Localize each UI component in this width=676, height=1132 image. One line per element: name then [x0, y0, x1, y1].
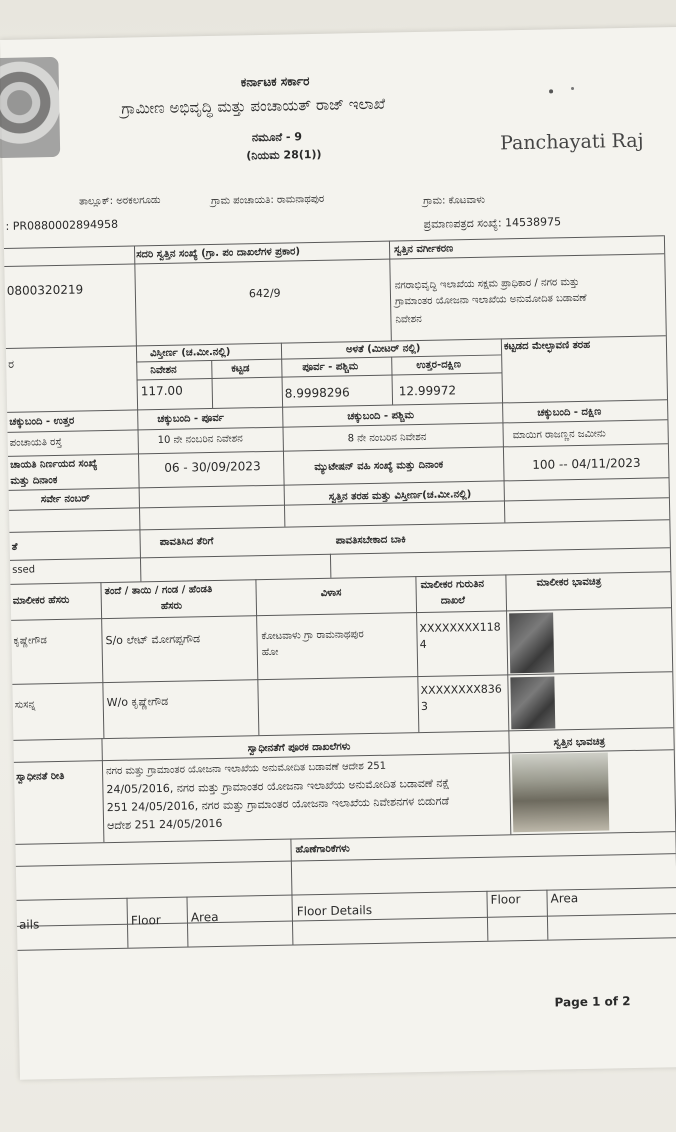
- classification-label: ಸ್ವತ್ತಿನ ವರ್ಗೀಕರಣ: [393, 243, 454, 256]
- possession-docs-header: ಸ್ವಾಧೀನತೆಗೆ ಪೂರಕ ದಾಖಲೆಗಳು: [247, 741, 351, 755]
- floor-label: Floor: [490, 892, 521, 907]
- owner-address: ಹೋ: [261, 646, 279, 659]
- details-label: ails: [18, 917, 40, 932]
- ink-dot: [571, 87, 574, 90]
- grid-line: [501, 338, 504, 422]
- south-boundary-value: ಮಾಯಿಗ ರಾಜಣ್ಣನ ಜಮೀನು: [512, 428, 606, 442]
- encumbrance-header: ಹೊಣೆಗಾರಿಕೆಗಳು: [295, 843, 350, 856]
- ink-dot: [549, 89, 553, 93]
- grid-line: [100, 582, 104, 738]
- assessed-label: ssed: [12, 564, 36, 576]
- grid-line: [8, 443, 668, 457]
- owner-id-header: ದಾಖಲೆ: [440, 595, 466, 607]
- property-photo: [512, 752, 609, 832]
- possession-doc-line: 251 24/05/2016, ನಗರ ಮತ್ತು ಗ್ರಾಮಾಂತರ ಯೋಜನಾ ಇಲಾಖೆಯ ನಿವೇಶನಗಳ ಬಿಡುಗಡೆ: [106, 794, 450, 815]
- resolution-label: ಮತ್ತು ದಿನಾಂಕ: [10, 474, 58, 487]
- west-boundary-label: ಚಕ್ಕುಬಂದಿ - ಪಶ್ಚಿಮ: [347, 410, 415, 423]
- mutation-value: 100 -- 04/11/2023: [532, 455, 641, 472]
- resolution-label: ಚಾಯತಿ ನಿರ್ಣಯದ ಸಂಖ್ಯೆ: [10, 458, 98, 471]
- grid-line: [137, 372, 502, 380]
- owner-id-value: 3: [420, 699, 428, 714]
- grid-line: [4, 253, 664, 267]
- east-west-value: 8.9998296: [284, 385, 350, 401]
- left-label: ತೆ: [11, 541, 18, 553]
- tax-due-label: ಪಾವತಿಸಬೇಕಾದ ಬಾಕಿ: [335, 534, 406, 547]
- classification-line: ಗ್ರಾಮಾಂತರ ಯೋಜನಾ ಇಲಾಖೆಯ ಅನುಮೋದಿತ ಬಡಾವಣೆ: [394, 292, 587, 308]
- mutation-label: ಮ್ಯುಟೇಷನ್ ವಹಿ ಸಂಖ್ಯೆ ಮತ್ತು ದಿನಾಂಕ: [314, 459, 444, 474]
- page-number: Page 1 of 2: [554, 994, 631, 1010]
- form-number: ನಮೂನೆ - 9: [251, 130, 303, 145]
- village: ಗ್ರಾಮ: ಕೊಟವಾಳು: [423, 194, 486, 207]
- grid-line: [415, 576, 419, 732]
- possession-doc-line: ನಗರ ಮತ್ತು ಗ್ರಾಮಾಂತರ ಯೋಜನಾ ಇಲಾಖೆಯ ಅನುಮೋದಿತ ಬಡಾವಣೆ ಆದೇಶ 251: [105, 760, 387, 778]
- owner-name: ಕೃಷ್ಣೇಗೌಡ: [13, 635, 47, 647]
- east-boundary-value: 10 ನೇ ನಂಬರಿನ ನಿವೇಶನ: [157, 433, 243, 447]
- owner-address: ಕೋಟವಾಳು ಗ್ರಾ ರಾಮನಾಥಪುರ: [261, 629, 364, 643]
- classification-line: ನಿವೇಶನ: [395, 313, 422, 326]
- taluk: ತಾಲ್ಲೂಕ್: ಅರಕಲಗೂಡು: [79, 194, 161, 208]
- site-label: ನಿವೇಶನ: [150, 364, 177, 377]
- grid-line: [255, 579, 259, 735]
- govt-title: ಕರ್ನಾಟಕ ಸರ್ಕಾರ: [240, 74, 310, 90]
- area-label: Area: [190, 909, 219, 925]
- owner-photo-header: ಮಾಲೀಕರ ಭಾವಚಿತ್ರ: [536, 576, 602, 589]
- building-label: ಕಟ್ಟಡ: [231, 363, 250, 375]
- grid-line: [508, 730, 511, 834]
- possession-doc-line: ಆದೇಶ 251 24/05/2016: [106, 816, 223, 833]
- owner-id-value: XXXXXXXX118: [419, 620, 501, 636]
- grid-line: [391, 357, 393, 405]
- north-south-value: 12.99972: [398, 383, 457, 399]
- paid-tax-label: ಪಾವತಿಸಿದ ತೆರಿಗೆ: [159, 535, 214, 549]
- owner-id-header: ಮಾಲೀಕರ ಗುರುತಿನ: [420, 578, 485, 592]
- grid-line: [4, 235, 664, 249]
- survey-number-label: ಸರ್ವೇ ನಂಬರ್: [40, 493, 90, 506]
- east-boundary-label: ಚಕ್ಕುಬಂದಿ - ಪೂರ್ವ: [157, 412, 225, 426]
- gram-panchayat: ಗ್ರಾಮ ಪಂಚಾಯತಿ: ರಾಮನಾಥಪುರ: [211, 193, 325, 207]
- possession-doc-line: 24/05/2016, ನಗರ ಮತ್ತು ಗ್ರಾಮಾಂತರ ಯೋಜನಾ ಇಲಾಖೆಯ ಅನುಮೋದಿತ ಬಡಾವಣೆ ನಕ್ಷೆ: [106, 776, 450, 797]
- grid-line: [11, 607, 671, 621]
- grid-line: [505, 574, 509, 730]
- owner-id-value: XXXXXXXX836: [420, 682, 502, 698]
- owner-photo: [510, 676, 555, 729]
- south-boundary-label: ಚಕ್ಕುಬಂದಿ - ದಕ್ಷಿಣ: [537, 406, 602, 419]
- grid-line: [10, 547, 670, 561]
- rule-number: (ನಿಯಮ 28(1)): [246, 147, 322, 163]
- owner-name: ಸುಸನ್ನ: [14, 699, 36, 711]
- resolution-value: 06 - 30/09/2023: [164, 459, 261, 475]
- classification-line: ನಗರಾಭಿವೃದ್ಧಿ ಇಲಾಖೆಯ ಸಕ್ಷಮ ಪ್ರಾಧಿಕಾರ / ನಗರ ಮತ್ತು: [394, 276, 580, 292]
- possession-type-label: ಸ್ವಾಧೀನತೆ ರೀತಿ: [16, 770, 65, 783]
- certificate-sheet: [0, 27, 676, 1080]
- asset-number-value: 642/9: [248, 286, 281, 301]
- area-label: Area: [550, 891, 579, 906]
- dimension-header: ಅಳತೆ (ಮೀಟರ್ ನಲ್ಲಿ): [345, 342, 421, 356]
- site-area-value: 117.00: [140, 383, 183, 399]
- property-id: : PR0880002894958: [5, 217, 119, 233]
- left-id-value: 0800320219: [6, 282, 84, 298]
- owner-photo: [509, 612, 554, 673]
- property-type-label: ಸ್ವತ್ತಿನ ತರಹ ಮತ್ತು ವಿಸ್ತೀರ್ಣ(ಚ.ಮೀ.ನಲ್ಲಿ): [328, 489, 472, 503]
- floor-label: Floor: [130, 913, 161, 928]
- grid-line: [17, 937, 676, 951]
- grid-line: [9, 519, 669, 533]
- north-south-label: ಉತ್ತರ-ದಕ್ಷಿಣ: [416, 359, 462, 372]
- grid-line: [101, 738, 104, 842]
- north-boundary-value: ಪಂಚಾಯತಿ ರಸ್ತೆ: [9, 436, 63, 449]
- owner-relation: S/o ಲೇಟ್ ಮೋಗಪ್ಪಗೌಡ: [105, 632, 201, 648]
- relation-header: ಹೆಸರು: [160, 600, 183, 613]
- grid-line: [282, 427, 285, 527]
- grid-line: [211, 360, 213, 408]
- east-west-label: ಪೂರ್ವ - ಪಶ್ಚಿಮ: [302, 361, 359, 374]
- roof-type-label: ಕಟ್ಟಡದ ಮೇಲ್ಛಾವಣಿ ತರಹ: [503, 339, 591, 353]
- grid-line: [389, 241, 392, 341]
- property-photo-header: ಸ್ವತ್ತಿನ ಭಾವಚಿತ್ರ: [553, 736, 606, 749]
- north-boundary-label: ಚಕ್ಕುಬಂದಿ - ಉತ್ತರ: [9, 415, 75, 428]
- grid-line: [502, 422, 505, 522]
- owner-name-header: ಮಾಲೀಕರ ಹೆಸರು: [12, 594, 70, 607]
- address-header: ವಿಳಾಸ: [320, 587, 342, 599]
- department-title: ಗ್ರಾಮೀಣ ಅಭಿವೃದ್ಧಿ ಮತ್ತು ಪಂಚಾಯತ್ ರಾಜ್ ಇಲಾಖೆ: [121, 94, 386, 118]
- owner-id-value: 4: [419, 637, 427, 652]
- area-header: ವಿಸ್ತೀರ್ಣ (ಚ.ಮೀ.ನಲ್ಲಿ): [149, 346, 231, 360]
- left-label: ರ: [8, 357, 15, 371]
- west-boundary-value: 8 ನೇ ನಂಬರಿನ ನಿವೇಶನ: [347, 431, 427, 445]
- grid-line: [330, 554, 331, 578]
- grid-line: [9, 474, 669, 491]
- grid-line: [12, 671, 672, 685]
- asset-number-label: ಸದರಿ ಸ್ವತ್ತಿನ ಸಂಖ್ಯೆ (ಗ್ರಾ. ಪಂ ದಾಖಲೆಗಳ ಪ್ರಕಾರ): [136, 246, 301, 261]
- grid-line: [16, 853, 676, 867]
- government-emblem: [0, 57, 60, 158]
- owner-relation: W/o ಕೃಷ್ಣೇಗೌಡ: [106, 694, 169, 710]
- certificate-number: ಪ್ರಮಾಣಪತ್ರದ ಸಂಖ್ಯೆ: 14538975: [423, 215, 562, 231]
- grid-line: [290, 839, 293, 945]
- floor-details-label: Floor Details: [296, 903, 373, 919]
- relation-header: ತಂದೆ / ತಾಯಿ / ಗಂಡ / ಹೆಂಡತಿ: [104, 584, 213, 598]
- grid-line: [134, 245, 141, 581]
- brand-text: Panchayati Raj: [499, 129, 644, 155]
- grid-line: [281, 343, 284, 427]
